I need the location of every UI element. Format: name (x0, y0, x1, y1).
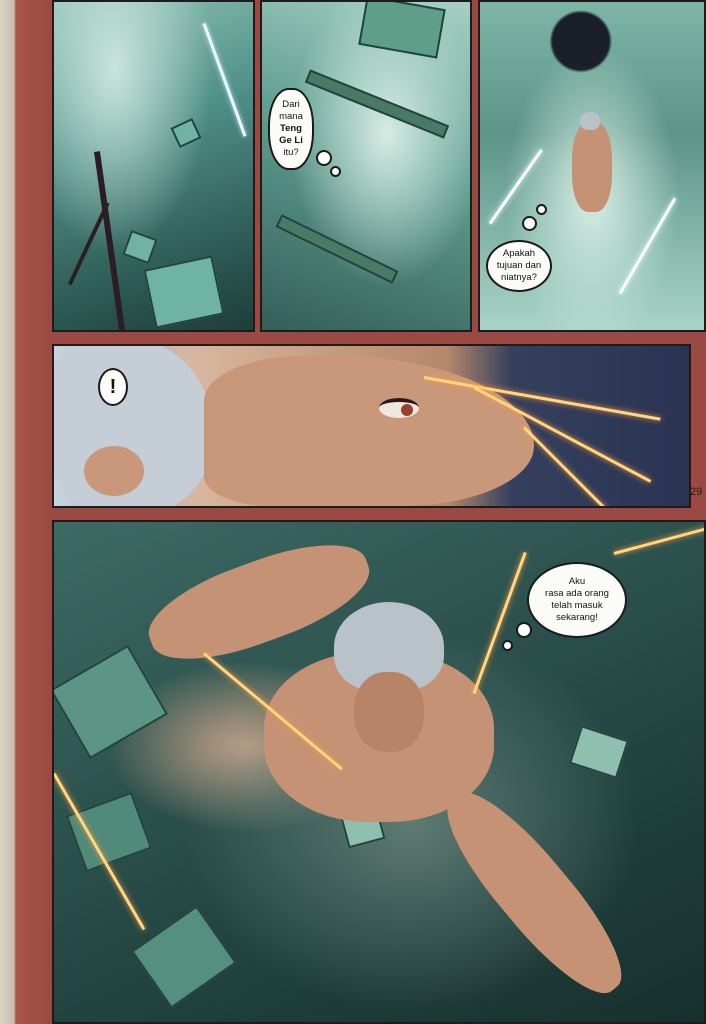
lightning-streak (203, 23, 247, 137)
page-number: 29 (690, 486, 703, 498)
bubble-text: telah masuk (551, 600, 603, 611)
stone-block (358, 0, 445, 59)
exclamation-bubble (98, 368, 128, 406)
falling-figure (572, 122, 612, 212)
page-gutter (0, 0, 50, 1024)
bubble-text: niatnya? (501, 272, 537, 283)
thought-tail (522, 216, 537, 231)
stone-block (170, 118, 201, 148)
exclamation-text: ! (109, 375, 117, 398)
character-ear (84, 446, 144, 496)
bubble-text: Dari (282, 99, 300, 110)
stone-block (144, 255, 225, 328)
bubble-text: rasa ada orang (545, 588, 609, 599)
lightning-bolt (614, 526, 706, 555)
panel-2 (260, 0, 472, 332)
thought-tail (536, 204, 547, 215)
bubble-text: mana (279, 111, 303, 122)
figure-hair (580, 112, 600, 130)
bubble-text: itu? (283, 147, 299, 158)
speech-bubble (527, 562, 627, 638)
thought-tail (316, 150, 332, 166)
stone-block (52, 645, 168, 759)
thought-tail (502, 640, 513, 651)
bubble-text: Aku (568, 576, 586, 587)
bubble-text-bold: Teng (279, 123, 302, 134)
character-face (354, 672, 424, 752)
panel-5 (52, 520, 706, 1024)
bubble-text: Apakah (502, 248, 536, 259)
stone-block (569, 725, 629, 778)
character-face (204, 356, 534, 506)
falling-beam (276, 214, 399, 284)
bubble-text: tujuan dan (496, 260, 542, 271)
panel-3 (478, 0, 706, 332)
eye-iris (401, 404, 413, 416)
stone-block (131, 905, 237, 1008)
stone-block (122, 230, 157, 264)
character-arm (427, 775, 641, 1012)
stone-block (66, 792, 152, 872)
panel-4 (52, 344, 691, 508)
speech-bubble (268, 88, 314, 170)
thought-tail (330, 166, 341, 177)
energy-trail (489, 149, 543, 224)
wall-crack (68, 202, 110, 285)
panel-1 (52, 0, 255, 332)
character-eye (379, 398, 419, 418)
bubble-text-bold: Ge Li (279, 135, 303, 146)
speech-bubble (486, 240, 552, 292)
bubble-text: sekarang! (556, 612, 598, 623)
energy-trail (619, 197, 677, 294)
falling-beam (305, 69, 449, 138)
wall-crack (94, 151, 126, 332)
thought-tail (516, 622, 532, 638)
